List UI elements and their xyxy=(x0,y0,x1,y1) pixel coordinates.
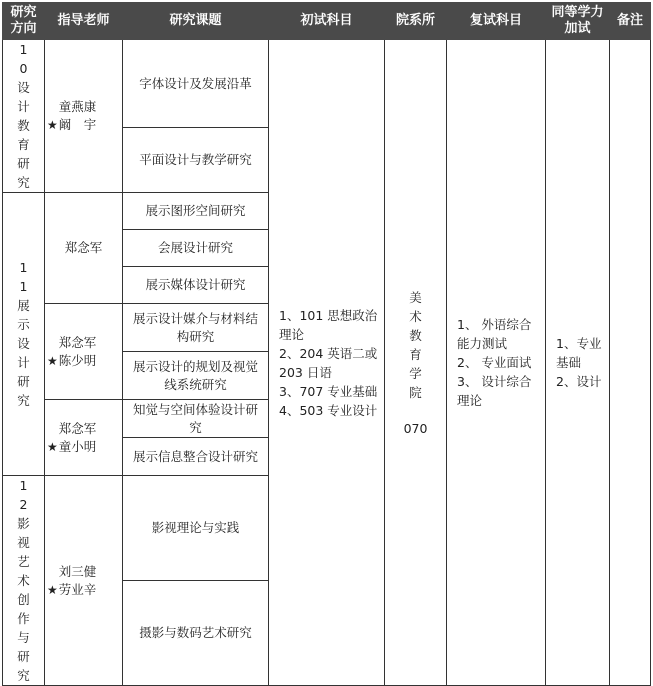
black-star-icon: ★ xyxy=(47,582,58,597)
topic-cell: 展示设计媒介与材料结构研究 xyxy=(123,304,269,352)
topic-cell: 影视理论与实践 xyxy=(123,476,269,581)
topic-cell: 展示设计的规划及视觉线系统研究 xyxy=(123,352,269,400)
table-row xyxy=(3,40,651,128)
initial-exam-item: 3、707 专业基础 xyxy=(279,383,378,399)
equivalent-cell xyxy=(546,40,610,686)
initial-exam-cell xyxy=(269,40,385,686)
advisor-name: 郑念军 xyxy=(58,334,97,350)
topic-cell: 会展设计研究 xyxy=(123,230,269,267)
direction-text: 12影视艺术创作与研究 xyxy=(17,478,30,683)
advisor-name: 郑念军 xyxy=(58,420,97,436)
equivalent-item: 1、专业基础 xyxy=(556,336,602,370)
direction-cell xyxy=(3,40,45,193)
black-star-icon: ★ xyxy=(47,118,58,132)
topic-cell: 平面设计与教学研究 xyxy=(123,128,269,193)
advisor-cell xyxy=(45,40,123,193)
direction-cell xyxy=(3,476,45,686)
department-cell xyxy=(385,40,447,686)
remarks-cell xyxy=(610,40,651,686)
department-name: 美术教育学院 xyxy=(409,289,422,400)
advisor-name: 劳业辛 xyxy=(58,581,97,597)
advisor-name: 郑念军 xyxy=(64,240,103,255)
admission-table xyxy=(2,2,651,686)
direction-cell xyxy=(3,193,45,476)
direction-text: 11展示设计研究 xyxy=(17,260,30,408)
black-star-icon: ★ xyxy=(47,353,58,368)
header-direction: 研究方向 xyxy=(3,3,45,40)
advisor-cell xyxy=(45,304,123,400)
header-department: 院系所 xyxy=(385,3,447,40)
advisor-name: 阚 宇 xyxy=(58,117,97,132)
header-remarks: 备注 xyxy=(610,3,651,40)
initial-exam-item: 4、503 专业设计 xyxy=(279,402,378,418)
topic-cell: 展示图形空间研究 xyxy=(123,193,269,230)
header-retest: 复试科目 xyxy=(447,3,546,40)
advisor-name: 童小明 xyxy=(58,438,97,454)
equivalent-item: 2、设计 xyxy=(556,374,602,389)
advisor-cell xyxy=(45,193,123,304)
department-code: 070 xyxy=(403,420,428,436)
advisor-cell xyxy=(45,400,123,476)
advisor-name: 刘三健 xyxy=(58,563,97,579)
advisor-name: 童燕康 xyxy=(58,99,97,114)
header-initial-exam: 初试科目 xyxy=(269,3,385,40)
topic-cell: 知觉与空间体验设计研究 xyxy=(123,400,269,438)
topic-cell: 展示媒体设计研究 xyxy=(123,267,269,304)
initial-exam-item: 1、101 思想政治理论 xyxy=(279,307,378,342)
black-star-icon: ★ xyxy=(47,439,58,454)
initial-exam-item: 2、204 英语二或203 日语 xyxy=(279,345,378,380)
retest-item: 2、 专业面试 xyxy=(457,355,532,370)
advisor-cell xyxy=(45,476,123,686)
header-advisor: 指导老师 xyxy=(45,3,123,40)
retest-cell xyxy=(447,40,546,686)
topic-cell: 展示信息整合设计研究 xyxy=(123,438,269,476)
retest-item: 3、 设计综合理论 xyxy=(457,374,532,408)
topic-cell: 摄影与数码艺术研究 xyxy=(123,581,269,686)
header-topic: 研究课题 xyxy=(123,3,269,40)
topic-cell: 字体设计及发展沿革 xyxy=(123,40,269,128)
header-row xyxy=(3,3,651,40)
advisor-name: 陈少明 xyxy=(58,352,97,368)
header-equivalent: 同等学力加试 xyxy=(546,3,610,40)
direction-text: 10设计教育研究 xyxy=(17,42,30,190)
retest-item: 1、 外语综合能力测试 xyxy=(457,317,532,351)
